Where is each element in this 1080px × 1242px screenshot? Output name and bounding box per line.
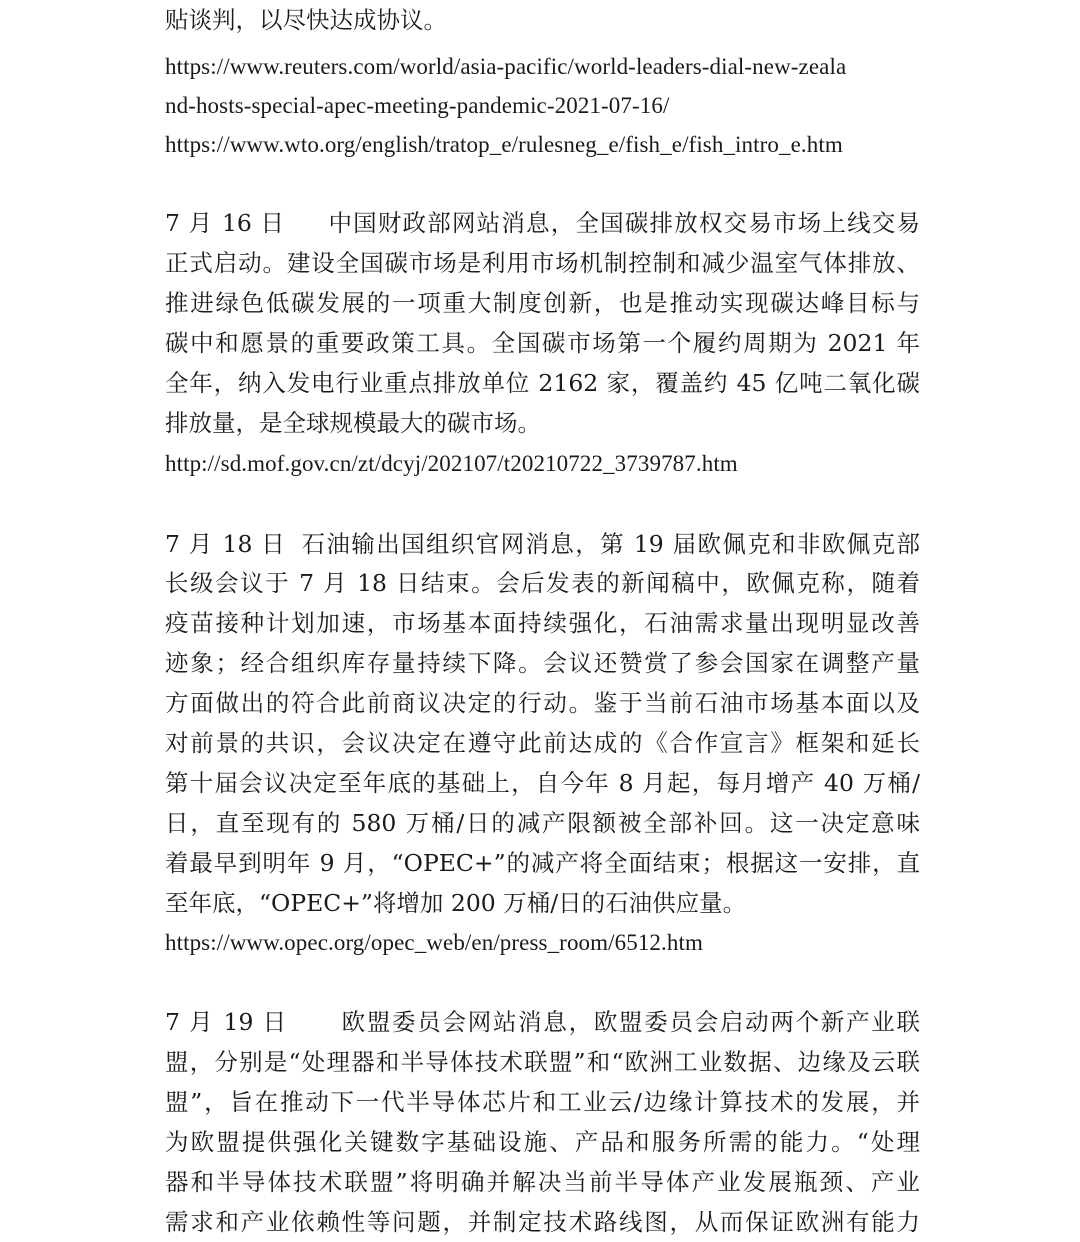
reuters-link-line-2[interactable]: nd-hosts-special-apec-meeting-pandemic-2021-07-16/	[165, 93, 670, 118]
entry-0716-text: 中国财政部网站消息，全国碳排放权交易市场上线交易	[327, 209, 920, 237]
entry-0719-line-2: 盟，分别是“处理器和半导体技术联盟”和“欧洲工业数据、边缘及云联	[165, 1048, 920, 1076]
wto-link[interactable]: https://www.wto.org/english/tratop_e/rulesneg_e/fish_e/fish_intro_e.htm	[165, 132, 843, 157]
entry-0716-line-5: 全年，纳入发电行业重点排放单位 2162 家，覆盖约 45 亿吨二氧化碳	[165, 369, 920, 397]
entry-0716-date: 7 月 16 日	[165, 209, 286, 237]
entry-0718-line-5: 方面做出的符合此前商议决定的行动。鉴于当前石油市场基本面以及	[165, 689, 920, 717]
entry-0718-line-4: 迹象；经合组织库存量持续下降。会议还赞赏了参会国家在调整产量	[165, 649, 920, 677]
entry-0718-line-3: 疫苗接种计划加速，市场基本面持续强化，石油需求量出现明显改善	[165, 609, 920, 637]
entry-0719-line-5: 器和半导体技术联盟”将明确并解决当前半导体产业发展瓶颈、产业	[165, 1168, 920, 1196]
entry-0716-line-3: 推进绿色低碳发展的一项重大制度创新，也是推动实现碳达峰目标与	[165, 289, 920, 317]
entry-0719-date: 7 月 19 日	[165, 1008, 288, 1036]
entry-0718-line-10: 至年底，“OPEC+”将增加 200 万桶/日的石油供应量。	[165, 889, 747, 917]
entry-0719-line-1	[165, 1002, 920, 1042]
entry-0716-line-6: 排放量，是全球规模最大的碳市场。	[165, 409, 541, 437]
entry-0718-line-6: 对前景的共识，会议决定在遵守此前达成的《合作宣言》框架和延长	[165, 729, 920, 757]
entry-0719-text: 欧盟委员会网站消息，欧盟委员会启动两个新产业联	[339, 1008, 920, 1036]
reuters-link-line-1[interactable]: https://www.reuters.com/world/asia-pacific/world-leaders-dial-new-zeala	[165, 54, 847, 79]
entry-0718-line-2: 长级会议于 7 月 18 日结束。会后发表的新闻稿中，欧佩克称，随着	[165, 569, 920, 597]
intro-text-line: 贴谈判，以尽快达成协议。	[165, 6, 447, 34]
opec-link[interactable]: https://www.opec.org/opec_web/en/press_room/6512.htm	[165, 930, 703, 955]
entry-0718-text: 石油输出国组织官网消息，第 19 届欧佩克和非欧佩克部	[300, 530, 920, 558]
entry-0718-line-7: 第十届会议决定至年底的基础上，自今年 8 月起，每月增产 40 万桶/	[165, 769, 920, 797]
entry-0718-line-8: 日，直至现有的 580 万桶/日的减产限额被全部补回。这一决定意味	[165, 809, 920, 837]
entry-0718-line-1	[165, 524, 920, 564]
entry-0718-line-9: 着最早到明年 9 月，“OPEC+”的减产将全面结束；根据这一安排，直	[165, 849, 920, 877]
entry-0718-date: 7 月 18 日	[165, 530, 287, 558]
entry-0716-line-1	[165, 203, 920, 243]
entry-0716-line-4: 碳中和愿景的重要政策工具。全国碳市场第一个履约周期为 2021 年	[165, 329, 920, 357]
mof-link[interactable]: http://sd.mof.gov.cn/zt/dcyj/202107/t20210722_3739787.htm	[165, 451, 738, 476]
entry-0719-line-6: 需求和产业依赖性等问题，并制定技术路线图，从而保证欧洲有能力	[165, 1208, 920, 1236]
entry-0716-line-2: 正式启动。建设全国碳市场是利用市场机制控制和减少温室气体排放、	[165, 249, 920, 277]
entry-0719-line-3: 盟”，旨在推动下一代半导体芯片和工业云/边缘计算技术的发展，并	[165, 1088, 920, 1116]
entry-0719-line-4: 为欧盟提供强化关键数字基础设施、产品和服务所需的能力。“处理	[165, 1128, 920, 1156]
